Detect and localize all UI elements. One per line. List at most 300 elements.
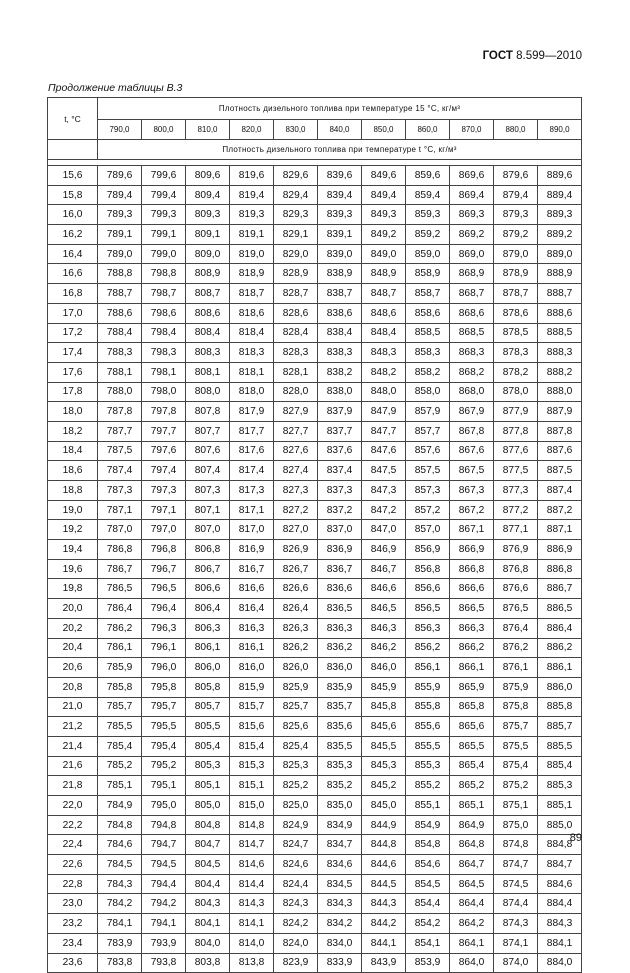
density-cell: 869,2 <box>450 225 494 245</box>
density-cell: 884,8 <box>538 835 582 855</box>
density-cell: 786,7 <box>98 559 142 579</box>
density-cell: 815,7 <box>230 697 274 717</box>
table-row <box>48 717 582 737</box>
table-row <box>48 736 582 756</box>
density-cell: 825,4 <box>274 736 318 756</box>
density-cell: 874,3 <box>494 914 538 934</box>
density-cell: 784,6 <box>98 835 142 855</box>
table-row <box>48 658 582 678</box>
density-cell: 807,6 <box>186 441 230 461</box>
density-cell: 826,2 <box>274 638 318 658</box>
temperature-cell: 20,6 <box>48 658 98 678</box>
density-cell: 825,6 <box>274 717 318 737</box>
density-column-header: 880,0 <box>494 120 538 140</box>
density-cell: 858,3 <box>406 343 450 363</box>
density-cell: 848,9 <box>362 264 406 284</box>
density-cell: 835,9 <box>318 677 362 697</box>
density-cell: 789,4 <box>98 185 142 205</box>
density-cell: 785,8 <box>98 677 142 697</box>
density-cell: 799,4 <box>142 185 186 205</box>
density-cell: 844,2 <box>362 914 406 934</box>
density-cell: 818,0 <box>230 382 274 402</box>
density-cell: 788,1 <box>98 362 142 382</box>
density-cell: 798,1 <box>142 362 186 382</box>
density-cell: 839,6 <box>318 166 362 186</box>
densityT-header: Плотность дизельного топлива при температуре t °С, кг/м³ <box>98 140 582 160</box>
density-cell: 858,2 <box>406 362 450 382</box>
density-cell: 834,2 <box>318 914 362 934</box>
density-cell: 818,1 <box>230 362 274 382</box>
density-cell: 825,9 <box>274 677 318 697</box>
density-cell: 825,0 <box>274 796 318 816</box>
density-cell: 796,1 <box>142 638 186 658</box>
density-cell: 796,3 <box>142 618 186 638</box>
density-cell: 844,6 <box>362 855 406 875</box>
density-cell: 824,4 <box>274 874 318 894</box>
density-cell: 888,3 <box>538 343 582 363</box>
density-cell: 887,5 <box>538 461 582 481</box>
density-cell: 815,3 <box>230 756 274 776</box>
table-row <box>48 185 582 205</box>
table-row <box>48 264 582 284</box>
density-cell: 784,5 <box>98 855 142 875</box>
density-cell: 865,4 <box>450 756 494 776</box>
density-cell: 838,0 <box>318 382 362 402</box>
density-cell: 786,1 <box>98 638 142 658</box>
density-cell: 814,8 <box>230 815 274 835</box>
density-cell: 838,2 <box>318 362 362 382</box>
density-cell: 835,7 <box>318 697 362 717</box>
table-row <box>48 402 582 422</box>
density-cell: 876,4 <box>494 618 538 638</box>
density-cell: 807,0 <box>186 520 230 540</box>
density-cell: 884,4 <box>538 894 582 914</box>
density-cell: 836,9 <box>318 540 362 560</box>
density-cell: 798,8 <box>142 264 186 284</box>
temperature-cell: 22,4 <box>48 835 98 855</box>
density-cell: 798,6 <box>142 303 186 323</box>
density-cell: 878,9 <box>494 264 538 284</box>
density-cell: 875,8 <box>494 697 538 717</box>
density-cell: 875,7 <box>494 717 538 737</box>
density-column-header: 890,0 <box>538 120 582 140</box>
density-cell: 784,8 <box>98 815 142 835</box>
table-row <box>48 933 582 953</box>
density-cell: 884,3 <box>538 914 582 934</box>
density-cell: 864,8 <box>450 835 494 855</box>
table-row <box>48 343 582 363</box>
density-cell: 828,6 <box>274 303 318 323</box>
density-cell: 797,7 <box>142 421 186 441</box>
density-cell: 804,8 <box>186 815 230 835</box>
density-cell: 887,4 <box>538 481 582 501</box>
table-row <box>48 520 582 540</box>
density-cell: 848,2 <box>362 362 406 382</box>
density-cell: 786,5 <box>98 579 142 599</box>
density-cell: 868,5 <box>450 323 494 343</box>
temperature-column-header: t, °C <box>48 98 98 140</box>
density-cell: 853,9 <box>406 953 450 973</box>
table-row <box>48 540 582 560</box>
density-cell: 854,2 <box>406 914 450 934</box>
temperature-cell: 16,8 <box>48 284 98 304</box>
density-cell: 783,8 <box>98 953 142 973</box>
density-cell: 844,3 <box>362 894 406 914</box>
table-row <box>48 559 582 579</box>
density-cell: 876,6 <box>494 579 538 599</box>
density-cell: 808,0 <box>186 382 230 402</box>
temperature-cell: 19,8 <box>48 579 98 599</box>
density-cell: 788,7 <box>98 284 142 304</box>
density-cell: 839,4 <box>318 185 362 205</box>
density-cell: 865,1 <box>450 796 494 816</box>
density-cell: 848,0 <box>362 382 406 402</box>
density-cell: 887,6 <box>538 441 582 461</box>
density-cell: 826,7 <box>274 559 318 579</box>
density-cell: 797,8 <box>142 402 186 422</box>
density-cell: 887,9 <box>538 402 582 422</box>
density-cell: 796,5 <box>142 579 186 599</box>
density-cell: 809,4 <box>186 185 230 205</box>
density-cell: 854,6 <box>406 855 450 875</box>
table-row <box>48 205 582 225</box>
density-cell: 796,7 <box>142 559 186 579</box>
density-cell: 877,8 <box>494 421 538 441</box>
density-cell: 816,7 <box>230 559 274 579</box>
density-cell: 845,5 <box>362 736 406 756</box>
density-cell: 797,3 <box>142 481 186 501</box>
table-row <box>48 874 582 894</box>
density-cell: 847,2 <box>362 500 406 520</box>
density-cell: 888,0 <box>538 382 582 402</box>
table-row <box>48 855 582 875</box>
density-cell: 785,5 <box>98 717 142 737</box>
table-row <box>48 953 582 973</box>
table-row <box>48 697 582 717</box>
temperature-cell: 17,6 <box>48 362 98 382</box>
density-cell: 868,0 <box>450 382 494 402</box>
temperature-cell: 23,2 <box>48 914 98 934</box>
density-cell: 844,8 <box>362 835 406 855</box>
table-row <box>48 776 582 796</box>
table-row <box>48 225 582 245</box>
density-cell: 796,8 <box>142 540 186 560</box>
density-cell: 809,6 <box>186 166 230 186</box>
density-cell: 814,3 <box>230 894 274 914</box>
density-cell: 814,7 <box>230 835 274 855</box>
density-cell: 785,9 <box>98 658 142 678</box>
temperature-cell: 15,6 <box>48 166 98 186</box>
density-cell: 793,9 <box>142 933 186 953</box>
density-cell: 787,7 <box>98 421 142 441</box>
density-cell: 827,0 <box>274 520 318 540</box>
density-cell: 843,9 <box>362 953 406 973</box>
density-cell: 825,3 <box>274 756 318 776</box>
table-header <box>48 98 582 166</box>
density-cell: 838,7 <box>318 284 362 304</box>
density-cell: 806,6 <box>186 579 230 599</box>
density-cell: 857,2 <box>406 500 450 520</box>
table-row <box>48 362 582 382</box>
density-cell: 827,2 <box>274 500 318 520</box>
density-table <box>47 97 582 973</box>
density-cell: 847,6 <box>362 441 406 461</box>
density-cell: 856,3 <box>406 618 450 638</box>
density-cell: 814,6 <box>230 855 274 875</box>
density-cell: 856,6 <box>406 579 450 599</box>
density-cell: 866,2 <box>450 638 494 658</box>
density-cell: 839,0 <box>318 244 362 264</box>
density-cell: 823,9 <box>274 953 318 973</box>
density-cell: 813,8 <box>230 953 274 973</box>
density-cell: 837,2 <box>318 500 362 520</box>
density-cell: 794,1 <box>142 914 186 934</box>
density-cell: 827,9 <box>274 402 318 422</box>
density-cell: 876,1 <box>494 658 538 678</box>
density-cell: 844,9 <box>362 815 406 835</box>
density-cell: 864,2 <box>450 914 494 934</box>
density-cell: 867,5 <box>450 461 494 481</box>
density-cell: 816,1 <box>230 638 274 658</box>
density-cell: 864,1 <box>450 933 494 953</box>
density-cell: 879,0 <box>494 244 538 264</box>
density-cell: 848,6 <box>362 303 406 323</box>
density-cell: 835,6 <box>318 717 362 737</box>
density-cell: 799,3 <box>142 205 186 225</box>
density-cell: 806,4 <box>186 599 230 619</box>
table-row <box>48 599 582 619</box>
density-cell: 859,3 <box>406 205 450 225</box>
density-cell: 787,3 <box>98 481 142 501</box>
density-cell: 864,5 <box>450 874 494 894</box>
density-cell: 804,3 <box>186 894 230 914</box>
density-cell: 885,3 <box>538 776 582 796</box>
density-cell: 885,4 <box>538 756 582 776</box>
temperature-cell: 18,0 <box>48 402 98 422</box>
density-cell: 806,8 <box>186 540 230 560</box>
density-cell: 824,3 <box>274 894 318 914</box>
density-cell: 876,8 <box>494 559 538 579</box>
density-cell: 794,8 <box>142 815 186 835</box>
density-cell: 837,3 <box>318 481 362 501</box>
density-cell: 837,9 <box>318 402 362 422</box>
standard-code <box>483 50 582 62</box>
density-cell: 867,3 <box>450 481 494 501</box>
density-cell: 794,7 <box>142 835 186 855</box>
temperature-cell: 20,0 <box>48 599 98 619</box>
density-cell: 819,3 <box>230 205 274 225</box>
density-cell: 879,3 <box>494 205 538 225</box>
density-cell: 834,9 <box>318 815 362 835</box>
density-cell: 865,8 <box>450 697 494 717</box>
density-cell: 836,2 <box>318 638 362 658</box>
density-cell: 817,6 <box>230 441 274 461</box>
density-cell: 879,6 <box>494 166 538 186</box>
density-cell: 869,0 <box>450 244 494 264</box>
density-cell: 877,6 <box>494 441 538 461</box>
density-cell: 824,0 <box>274 933 318 953</box>
density-cell: 793,8 <box>142 953 186 973</box>
density-cell: 836,5 <box>318 599 362 619</box>
density-cell: 857,5 <box>406 461 450 481</box>
density-column-header: 810,0 <box>186 120 230 140</box>
table-row <box>48 677 582 697</box>
table-row <box>48 618 582 638</box>
density-cell: 795,5 <box>142 717 186 737</box>
temperature-cell: 22,0 <box>48 796 98 816</box>
density-cell: 866,6 <box>450 579 494 599</box>
density-cell: 815,9 <box>230 677 274 697</box>
density-cell: 795,1 <box>142 776 186 796</box>
temperature-cell: 18,4 <box>48 441 98 461</box>
density-cell: 837,0 <box>318 520 362 540</box>
density-cell: 847,5 <box>362 461 406 481</box>
density-cell: 817,4 <box>230 461 274 481</box>
density-cell: 874,1 <box>494 933 538 953</box>
temperature-cell: 16,0 <box>48 205 98 225</box>
density-cell: 874,7 <box>494 855 538 875</box>
density-cell: 847,7 <box>362 421 406 441</box>
density-column-header: 800,0 <box>142 120 186 140</box>
density-cell: 885,1 <box>538 796 582 816</box>
density-cell: 819,0 <box>230 244 274 264</box>
density-cell: 877,2 <box>494 500 538 520</box>
density-cell: 805,1 <box>186 776 230 796</box>
density-cell: 789,0 <box>98 244 142 264</box>
density-cell: 847,3 <box>362 481 406 501</box>
density-cell: 808,7 <box>186 284 230 304</box>
density-cell: 859,6 <box>406 166 450 186</box>
density-cell: 796,0 <box>142 658 186 678</box>
temperature-cell: 17,2 <box>48 323 98 343</box>
density-cell: 846,5 <box>362 599 406 619</box>
density-cell: 835,3 <box>318 756 362 776</box>
density-cell: 838,4 <box>318 323 362 343</box>
density-cell: 855,8 <box>406 697 450 717</box>
density-cell: 809,3 <box>186 205 230 225</box>
density-cell: 828,1 <box>274 362 318 382</box>
density-columns-row <box>48 120 582 140</box>
standard-number: 8.599—2010 <box>516 50 582 62</box>
temperature-cell: 17,8 <box>48 382 98 402</box>
density-cell: 878,3 <box>494 343 538 363</box>
density-cell: 886,8 <box>538 559 582 579</box>
density-cell: 877,3 <box>494 481 538 501</box>
density-cell: 838,6 <box>318 303 362 323</box>
density-column-header: 850,0 <box>362 120 406 140</box>
density-cell: 787,8 <box>98 402 142 422</box>
density-cell: 885,5 <box>538 736 582 756</box>
density-cell: 835,5 <box>318 736 362 756</box>
density-cell: 797,6 <box>142 441 186 461</box>
density-cell: 868,7 <box>450 284 494 304</box>
density-cell: 859,4 <box>406 185 450 205</box>
density-cell: 866,8 <box>450 559 494 579</box>
density-cell: 785,1 <box>98 776 142 796</box>
density-cell: 856,9 <box>406 540 450 560</box>
density-cell: 806,1 <box>186 638 230 658</box>
density-cell: 854,5 <box>406 874 450 894</box>
density-cell: 888,2 <box>538 362 582 382</box>
density-column-header: 790,0 <box>98 120 142 140</box>
density-cell: 805,4 <box>186 736 230 756</box>
density-cell: 884,7 <box>538 855 582 875</box>
density-cell: 884,1 <box>538 933 582 953</box>
density-cell: 785,7 <box>98 697 142 717</box>
density-cell: 829,6 <box>274 166 318 186</box>
table-row <box>48 421 582 441</box>
temperature-cell: 22,6 <box>48 855 98 875</box>
density-cell: 814,1 <box>230 914 274 934</box>
density-cell: 818,3 <box>230 343 274 363</box>
density-cell: 794,2 <box>142 894 186 914</box>
table-row <box>48 796 582 816</box>
density-cell: 867,2 <box>450 500 494 520</box>
density-cell: 875,2 <box>494 776 538 796</box>
density-cell: 787,5 <box>98 441 142 461</box>
density-cell: 864,9 <box>450 815 494 835</box>
density-cell: 879,4 <box>494 185 538 205</box>
density-column-header: 840,0 <box>318 120 362 140</box>
density-cell: 788,4 <box>98 323 142 343</box>
density-cell: 818,7 <box>230 284 274 304</box>
density-cell: 784,2 <box>98 894 142 914</box>
density-cell: 816,3 <box>230 618 274 638</box>
density-cell: 857,3 <box>406 481 450 501</box>
density-cell: 875,4 <box>494 756 538 776</box>
density-cell: 875,0 <box>494 815 538 835</box>
density-cell: 874,4 <box>494 894 538 914</box>
density-cell: 795,4 <box>142 736 186 756</box>
density15-header: Плотность дизельного топлива при температуре 15 °С, кг/м³ <box>98 98 582 120</box>
density-cell: 869,3 <box>450 205 494 225</box>
density-cell: 849,0 <box>362 244 406 264</box>
density-cell: 875,5 <box>494 736 538 756</box>
density-cell: 816,9 <box>230 540 274 560</box>
density-cell: 789,1 <box>98 225 142 245</box>
density-cell: 869,4 <box>450 185 494 205</box>
density-cell: 867,1 <box>450 520 494 540</box>
density-cell: 819,4 <box>230 185 274 205</box>
temperature-cell: 21,2 <box>48 717 98 737</box>
density-cell: 889,6 <box>538 166 582 186</box>
density-cell: 804,5 <box>186 855 230 875</box>
density-cell: 807,1 <box>186 500 230 520</box>
density-cell: 794,4 <box>142 874 186 894</box>
density-cell: 835,2 <box>318 776 362 796</box>
density-cell: 825,7 <box>274 697 318 717</box>
density-cell: 876,9 <box>494 540 538 560</box>
temperature-cell: 21,6 <box>48 756 98 776</box>
temperature-cell: 21,4 <box>48 736 98 756</box>
density-cell: 836,3 <box>318 618 362 638</box>
table-row <box>48 244 582 264</box>
density-cell: 856,1 <box>406 658 450 678</box>
density-cell: 798,7 <box>142 284 186 304</box>
density-cell: 834,6 <box>318 855 362 875</box>
density-cell: 826,0 <box>274 658 318 678</box>
density-cell: 829,0 <box>274 244 318 264</box>
temperature-cell: 17,4 <box>48 343 98 363</box>
table-row <box>48 579 582 599</box>
density-cell: 855,3 <box>406 756 450 776</box>
density-cell: 786,4 <box>98 599 142 619</box>
density-cell: 789,3 <box>98 205 142 225</box>
density-cell: 856,5 <box>406 599 450 619</box>
density-cell: 876,2 <box>494 638 538 658</box>
density-cell: 796,4 <box>142 599 186 619</box>
density-cell: 808,1 <box>186 362 230 382</box>
